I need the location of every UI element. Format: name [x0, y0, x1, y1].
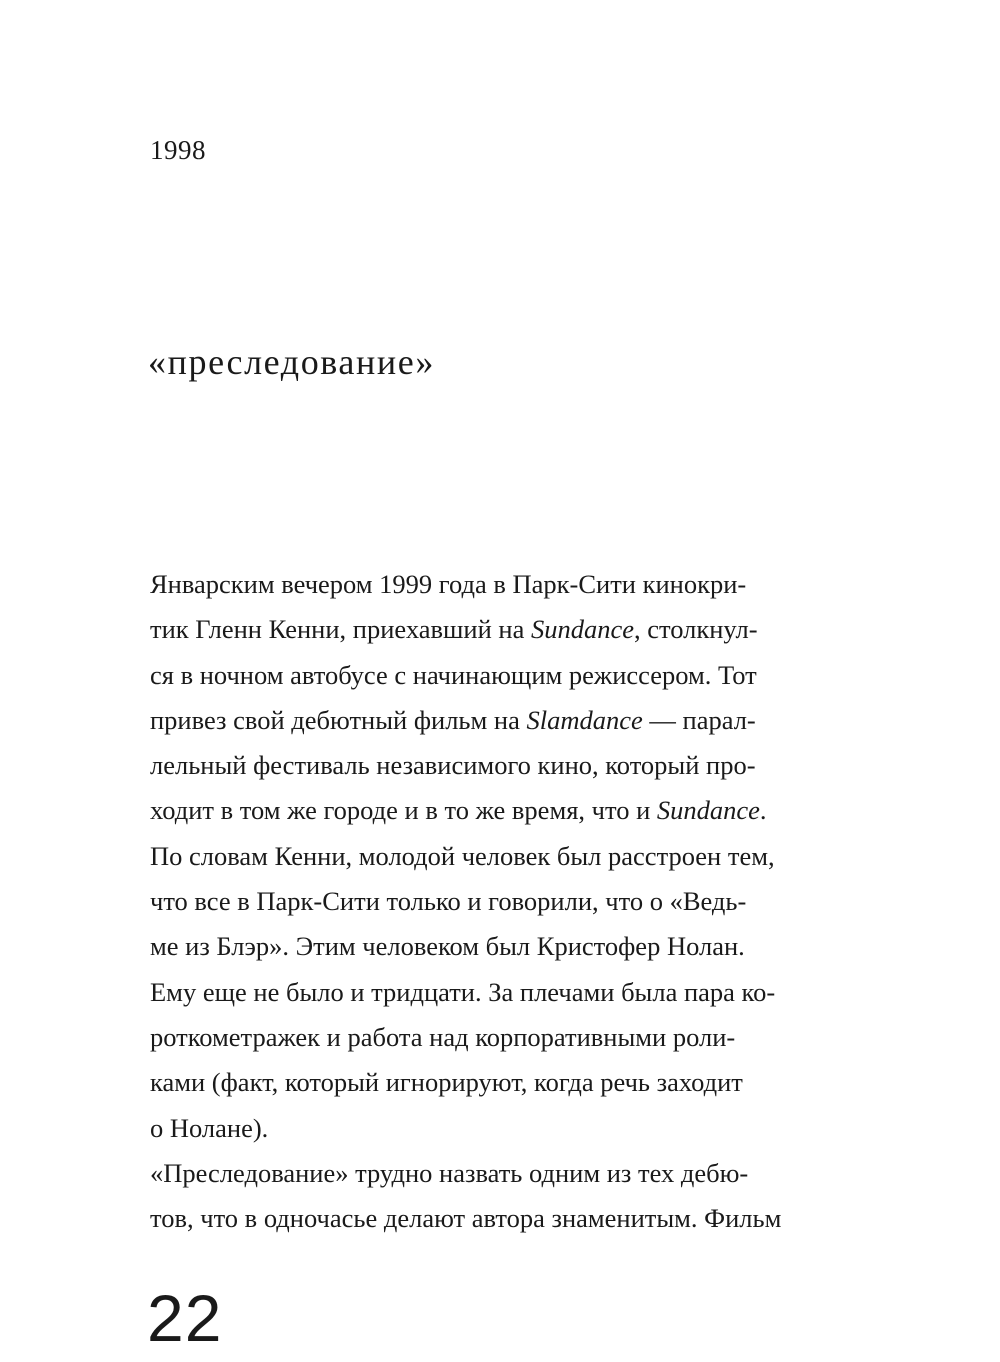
- text-run: По словам Кенни, молодой человек был расстроен тем,: [150, 840, 775, 871]
- text-run: ся в ночном автобусе с начинающим режиссером. Тот: [150, 659, 757, 690]
- text-line: [150, 698, 910, 743]
- page-number: 22: [147, 1281, 223, 1355]
- text-run: , столкнул-: [633, 614, 758, 645]
- text-line: [150, 788, 910, 833]
- text-line: [150, 879, 910, 924]
- text-run: роткометражек и работа над корпоративными роли-: [150, 1021, 736, 1052]
- italic-text: Sundance: [530, 614, 634, 645]
- text-line: [150, 1196, 910, 1241]
- text-run: .: [759, 795, 767, 826]
- body-paragraph: [150, 562, 910, 1241]
- text-line: [150, 743, 910, 788]
- text-run: — парал-: [642, 704, 756, 735]
- text-line: [150, 970, 910, 1015]
- text-run: Январским вечером 1999 года в Парк-Сити кинокри-: [150, 569, 747, 599]
- text-line: [150, 1151, 910, 1196]
- italic-text: Sundance: [656, 795, 760, 826]
- text-line: [150, 1060, 910, 1105]
- text-line: [150, 653, 910, 698]
- text-line: [150, 924, 910, 969]
- text-line: [150, 1106, 910, 1151]
- text-run: ками (факт, который игнорируют, когда речь заходит: [150, 1067, 743, 1098]
- text-run: тов, что в одночасье делают автора знаменитым. Фильм: [150, 1203, 782, 1234]
- text-run: привез свой дебютный фильм на: [150, 704, 527, 735]
- text-run: о Нолане).: [150, 1112, 269, 1143]
- chapter-year: 1998: [150, 135, 206, 165]
- text-run: что все в Парк-Сити только и говорили, что о «Ведь-: [150, 886, 747, 917]
- text-run: ме из Блэр». Этим человеком был Кристофер Нолан.: [150, 931, 745, 962]
- text-run: Ему еще не было и тридцати. За плечами была пара ко-: [150, 976, 776, 1007]
- chapter-title: «преследование»: [148, 342, 435, 382]
- text-run: лельный фестиваль независимого кино, который про-: [150, 750, 756, 781]
- text-run: «Преследование» трудно назвать одним из тех дебю-: [150, 1157, 749, 1188]
- text-run: ходит в том же городе и в то же время, что и: [150, 795, 657, 826]
- text-line: [150, 607, 910, 652]
- text-run: тик Гленн Кенни, приехавший на: [150, 614, 531, 645]
- text-line: [150, 562, 910, 607]
- italic-text: Slamdance: [526, 704, 643, 735]
- text-line: [150, 834, 910, 879]
- text-line: [150, 1015, 910, 1060]
